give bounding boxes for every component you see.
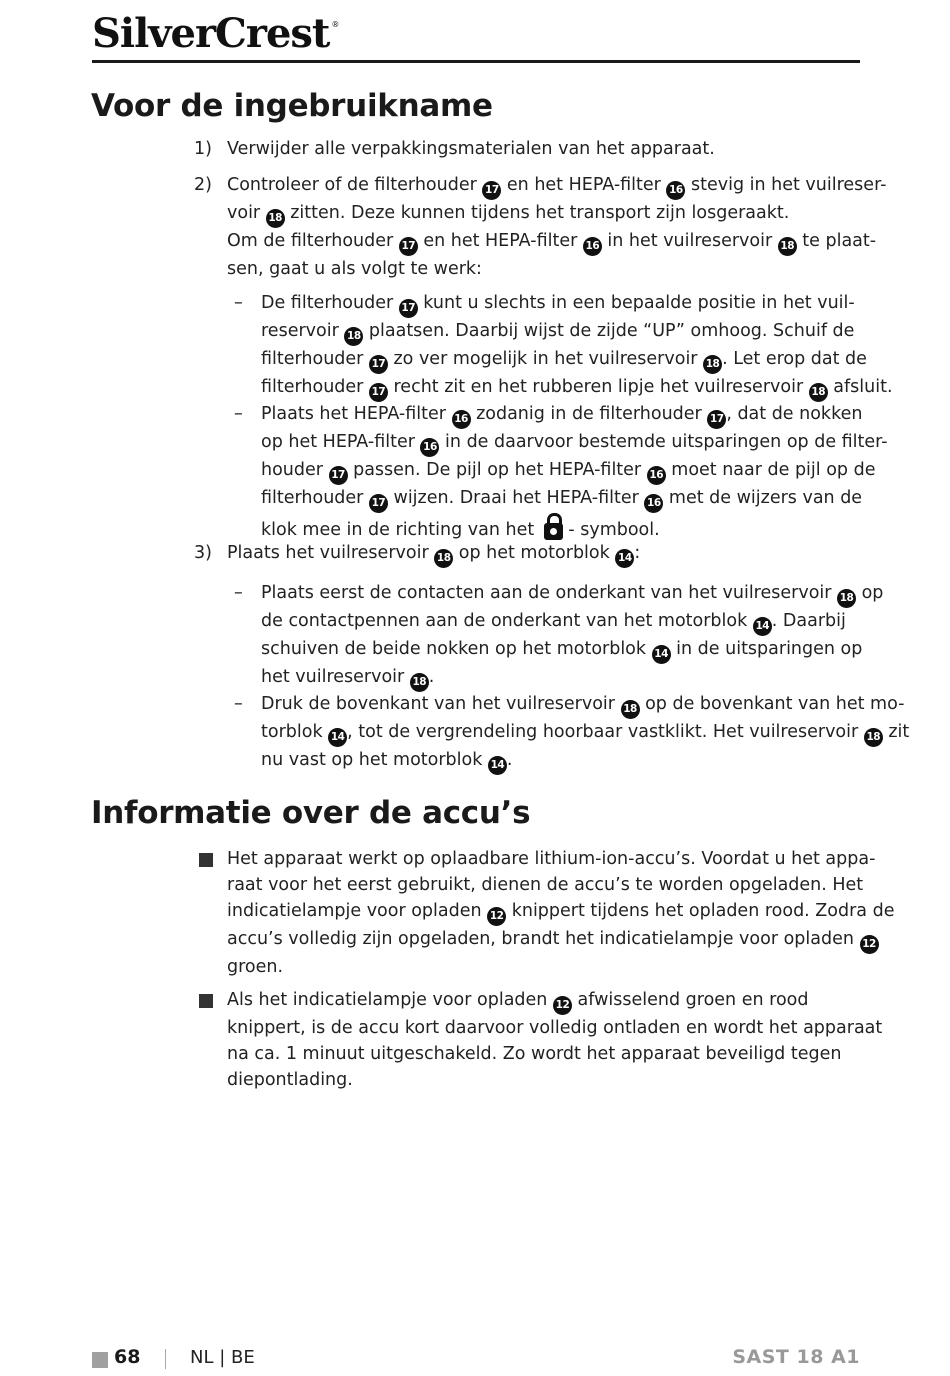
reference-number-icon: 18 (703, 355, 722, 374)
text-fragment: knippert tijdens het opladen rood. Zodra de (506, 901, 895, 921)
text-fragment: reservoir (261, 321, 345, 341)
text-fragment: in de daarvoor bestemde uitsparingen op de filter- (439, 432, 888, 452)
reference-number-icon: 18 (809, 383, 828, 402)
reference-number-icon: 17 (369, 355, 388, 374)
text-line (227, 256, 847, 282)
reference-number-icon: 14 (488, 756, 507, 775)
text-fragment: diepontlading. (227, 1070, 353, 1090)
bullet-text (227, 846, 895, 980)
reference-number-icon: 14 (753, 617, 772, 636)
text-fragment: groen. (227, 957, 284, 977)
text-fragment: . Let erop dat de (722, 349, 867, 369)
text-fragment: zodanig in de filterhouder (470, 404, 708, 424)
reference-number-icon: 18 (434, 549, 453, 568)
text-fragment: recht zit en het rubberen lipje het vuilreservoir (387, 377, 809, 397)
section-title-setup: Voor de ingebruikname (91, 88, 493, 124)
bullet-text (227, 987, 883, 1093)
text-line (261, 580, 884, 608)
text-line (261, 636, 871, 664)
text-fragment: . Daarbij (771, 611, 846, 631)
text-fragment: filterhouder (261, 488, 369, 508)
brand-logo (92, 10, 338, 57)
text-fragment: zo ver mogelijk in het vuilreservoir (387, 349, 704, 369)
text-fragment: - symbool. (562, 520, 660, 540)
text-fragment: : (634, 543, 641, 563)
reference-number-icon: 12 (487, 907, 506, 926)
page-number: 68 (114, 1346, 141, 1368)
text-line (261, 457, 876, 485)
text-fragment: in de uitsparingen op (670, 639, 863, 659)
text-fragment: op (856, 583, 884, 603)
text-fragment: torblok (261, 722, 329, 742)
text-fragment: Plaats het vuilreservoir (227, 543, 435, 563)
dash-marker: – (234, 293, 243, 313)
dash-marker: – (234, 583, 243, 603)
reference-number-icon: 17 (399, 237, 418, 256)
text-line (227, 1015, 883, 1041)
footer-divider (165, 1349, 166, 1369)
reference-number-icon: 14 (615, 549, 634, 568)
text-fragment: passen. De pijl op het HEPA-filter (347, 460, 647, 480)
text-line (261, 318, 871, 346)
text-fragment: kunt u slechts in een bepaalde positie in het vuil- (417, 293, 855, 313)
text-line (227, 540, 847, 568)
text-fragment: filterhouder (261, 349, 369, 369)
text-fragment: Om de filterhouder (227, 231, 399, 251)
step-number: 1) (194, 139, 212, 159)
sub-step-text (261, 580, 884, 692)
reference-number-icon: 17 (482, 181, 501, 200)
page-header (92, 8, 860, 63)
registered-mark: ® (331, 20, 339, 29)
text-fragment: Plaats het HEPA-filter (261, 404, 452, 424)
text-fragment: afsluit. (827, 377, 893, 397)
text-fragment: plaatsen. Daarbij wijst de zijde “UP” omhoog. Schuif de (363, 321, 855, 341)
reference-number-icon: 16 (644, 494, 663, 513)
text-fragment: . (428, 667, 435, 687)
section-title-batteries: Informatie over de accu’s (91, 795, 531, 831)
text-line (227, 1041, 852, 1067)
text-line (261, 719, 910, 747)
reference-number-icon: 18 (621, 700, 640, 719)
text-line (261, 664, 871, 692)
text-fragment: Als het indicatielampje voor opladen (227, 990, 553, 1010)
text-fragment: en het HEPA-filter (417, 231, 583, 251)
text-line (227, 926, 876, 954)
text-fragment: nu vast op het motorblok (261, 750, 488, 770)
reference-number-icon: 12 (860, 935, 879, 954)
text-fragment: knippert, is de accu kort daarvoor volledig ontladen en wordt het apparaat (227, 1018, 883, 1038)
page-footer (92, 1346, 860, 1376)
text-fragment: , tot de vergrendeling hoorbaar vastklikt. Het vuilreservoir (347, 722, 864, 742)
text-fragment: met de wijzers van de (663, 488, 863, 508)
text-fragment: filterhouder (261, 377, 369, 397)
text-line (261, 747, 871, 775)
reference-number-icon: 17 (707, 410, 726, 429)
reference-number-icon: 17 (369, 494, 388, 513)
text-fragment: na ca. 1 minuut uitgeschakeld. Zo wordt het apparaat beveiligd tegen (227, 1044, 842, 1064)
reference-number-icon: 18 (344, 327, 363, 346)
text-fragment: De filterhouder (261, 293, 399, 313)
lock-icon (544, 513, 563, 541)
reference-number-icon: 16 (666, 181, 685, 200)
reference-number-icon: 18 (410, 673, 429, 692)
step-text (227, 172, 887, 282)
reference-number-icon: 17 (369, 383, 388, 402)
reference-number-icon: 18 (864, 728, 883, 747)
text-line (227, 846, 876, 872)
sub-step-text (261, 290, 893, 402)
text-fragment: houder (261, 460, 329, 480)
reference-number-icon: 14 (652, 645, 671, 664)
text-fragment: de contactpennen aan de onderkant van het motorblok (261, 611, 753, 631)
step-text (227, 540, 847, 568)
text-fragment: in het vuilreservoir (601, 231, 778, 251)
text-fragment: stevig in het vuilreser- (685, 175, 887, 195)
text-fragment: voir (227, 203, 266, 223)
reference-number-icon: 17 (329, 466, 348, 485)
reference-number-icon: 18 (778, 237, 797, 256)
text-fragment: schuiven de beide nokken op het motorblok (261, 639, 652, 659)
bullet-square-icon (199, 994, 213, 1008)
text-fragment: afwisselend groen en rood (571, 990, 809, 1010)
text-line (261, 346, 871, 374)
language-code: NL | BE (190, 1347, 255, 1368)
text-line (227, 954, 852, 980)
text-line (261, 691, 905, 719)
text-line (227, 987, 852, 1015)
text-fragment: wijzen. Draai het HEPA-filter (387, 488, 645, 508)
text-line (227, 228, 877, 256)
text-fragment: moet naar de pijl op de (665, 460, 876, 480)
text-line (261, 608, 871, 636)
text-fragment: Het apparaat werkt op oplaadbare lithium-ion-accu’s. Voordat u het appa- (227, 849, 876, 869)
text-line (227, 1067, 852, 1093)
bullet-square-icon (199, 853, 213, 867)
reference-number-icon: 18 (837, 589, 856, 608)
reference-number-icon: 14 (328, 728, 347, 747)
text-line (227, 200, 847, 228)
footer-square-icon (92, 1352, 108, 1368)
text-fragment: op het motorblok (453, 543, 616, 563)
step-text: Verwijder alle verpakkingsmaterialen van het apparaat. (227, 139, 715, 159)
reference-number-icon: 16 (583, 237, 602, 256)
model-number: SAST 18 A1 (732, 1346, 860, 1368)
text-line (261, 290, 871, 318)
text-line (261, 401, 871, 429)
text-fragment: zit (882, 722, 910, 742)
text-line (227, 898, 895, 926)
text-line (227, 172, 887, 200)
text-fragment: . (506, 750, 513, 770)
text-line (261, 429, 888, 457)
text-fragment: Druk de bovenkant van het vuilreservoir (261, 694, 621, 714)
text-fragment: , dat de nokken (726, 404, 863, 424)
text-fragment: het vuilreservoir (261, 667, 410, 687)
reference-number-icon: 16 (420, 438, 439, 457)
step-number: 3) (194, 543, 212, 563)
text-fragment: zitten. Deze kunnen tijdens het transport zijn losgeraakt. (284, 203, 790, 223)
sub-step-text (261, 401, 888, 544)
text-line (261, 374, 893, 402)
text-fragment: en het HEPA-filter (501, 175, 667, 195)
text-line (227, 872, 864, 898)
dash-marker: – (234, 404, 243, 424)
text-fragment: Controleer of de filterhouder (227, 175, 483, 195)
reference-number-icon: 17 (399, 299, 418, 318)
brand-name: SilverCrest (92, 10, 330, 57)
text-line (261, 485, 871, 513)
text-fragment: te plaat- (796, 231, 877, 251)
text-fragment: op het HEPA-filter (261, 432, 421, 452)
text-fragment: sen, gaat u als volgt te werk: (227, 259, 482, 279)
sub-step-lines (261, 401, 888, 513)
step-number: 2) (194, 175, 212, 195)
text-fragment: op de bovenkant van het mo- (639, 694, 905, 714)
reference-number-icon: 12 (553, 996, 572, 1015)
sub-step-text (261, 691, 910, 775)
text-fragment: raat voor het eerst gebruikt, dienen de accu’s te worden opgeladen. Het (227, 875, 864, 895)
dash-marker: – (234, 694, 243, 714)
text-fragment: indicatielampje voor opladen (227, 901, 488, 921)
text-fragment: klok mee in de richting van het (261, 520, 540, 540)
reference-number-icon: 16 (647, 466, 666, 485)
text-fragment: Plaats eerst de contacten aan de onderkant van het vuilreservoir (261, 583, 838, 603)
reference-number-icon: 16 (452, 410, 471, 429)
text-fragment: accu’s volledig zijn opgeladen, brandt het indicatielampje voor opladen (227, 929, 860, 949)
reference-number-icon: 18 (266, 209, 285, 228)
